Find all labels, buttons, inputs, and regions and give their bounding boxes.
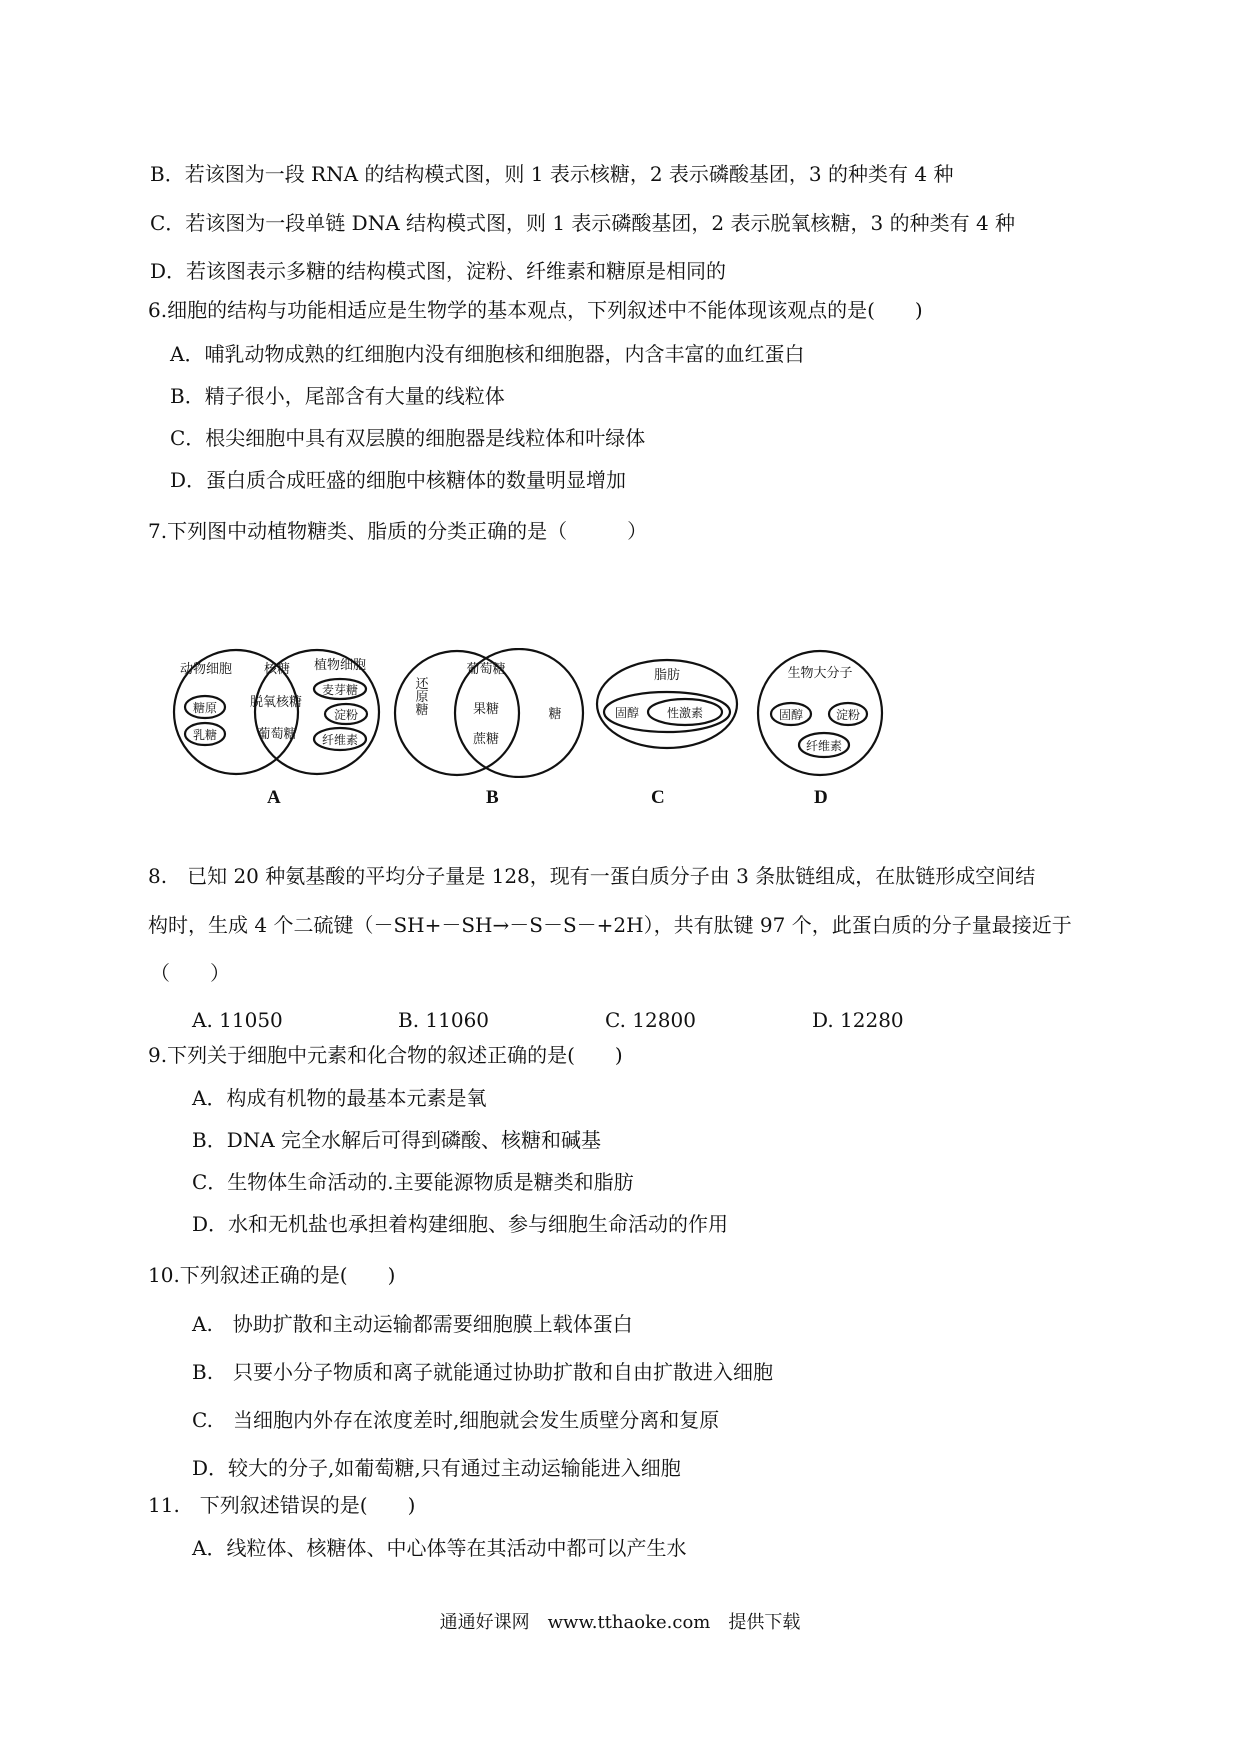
diagram-a-right-item-1: 麦芽糖 bbox=[321, 683, 359, 697]
q9-option-b: B．DNA 完全水解后可得到磷酸、核糖和碱基 bbox=[192, 1128, 602, 1152]
q5-option-d: D．若该图表示多糖的结构模式图，淀粉、纤维素和糖原是相同的 bbox=[150, 259, 727, 283]
diagram-d-label: D bbox=[814, 787, 828, 808]
diagram-c-inner: 性激素 bbox=[666, 706, 704, 720]
diagram-c bbox=[595, 655, 745, 755]
diagram-a-middle-item-2: 脱氧核糖 bbox=[249, 695, 303, 710]
q10-option-b: B. 只要小分子物质和离子就能通过协助扩散和自由扩散进入细胞 bbox=[192, 1360, 774, 1384]
footer-watermark: 通通好课网 www.tthaoke.com 提供下载 bbox=[439, 1612, 801, 1633]
diagram-a-middle-item-3: 葡萄糖 bbox=[257, 727, 297, 742]
q11-stem: 11. 下列叙述错误的是( ) bbox=[148, 1493, 416, 1517]
diagram-a-right-item-3: 纤维素 bbox=[321, 733, 359, 747]
diagram-b-middle-item-1: 葡萄糖 bbox=[466, 662, 506, 677]
diagram-d-outer: 生物大分子 bbox=[787, 666, 853, 681]
diagram-d-item-3: 纤维素 bbox=[805, 739, 843, 753]
q9-stem: 9.下列关于细胞中元素和化合物的叙述正确的是( ) bbox=[148, 1043, 623, 1067]
diagram-a-left-title: 动物细胞 bbox=[180, 662, 233, 677]
q8-option-b: B. 11060 bbox=[398, 1008, 490, 1032]
diagram-d-item-1: 固醇 bbox=[778, 708, 804, 722]
q6-option-c: C．根尖细胞中具有双层膜的细胞器是线粒体和叶绿体 bbox=[170, 426, 646, 450]
diagram-c-middle: 固醇 bbox=[614, 706, 640, 720]
q10-stem: 10.下列叙述正确的是( ) bbox=[148, 1263, 396, 1287]
q6-option-b: B．精子很小，尾部含有大量的线粒体 bbox=[170, 384, 505, 408]
diagram-d bbox=[750, 648, 890, 778]
diagram-c-outer: 脂肪 bbox=[653, 668, 681, 683]
diagram-d-item-2: 淀粉 bbox=[835, 708, 861, 722]
q5-option-b: B．若该图为一段 RNA 的结构模式图，则 1 表示核糖，2 表示磷酸基团，3 的种类有 4 种 bbox=[150, 162, 954, 186]
diagram-c-label: C bbox=[651, 787, 665, 808]
q8-line-3: （ ） bbox=[150, 961, 230, 985]
q10-option-c: C. 当细胞内外存在浓度差时,细胞就会发生质壁分离和复原 bbox=[192, 1408, 720, 1432]
diagram-b-middle-item-3: 蔗糖 bbox=[472, 732, 500, 747]
diagram-a-left-item-1: 糖原 bbox=[192, 701, 218, 715]
diagram-b-middle-item-2: 果糖 bbox=[472, 702, 500, 717]
diagram-a-right-title: 植物细胞 bbox=[313, 658, 367, 673]
q6-option-a: A．哺乳动物成熟的红细胞内没有细胞核和细胞器，内含丰富的血红蛋白 bbox=[170, 342, 805, 366]
diagram-a bbox=[168, 648, 388, 778]
diagram-b-left-title: 还原糖 bbox=[412, 676, 428, 716]
q10-option-d: D．较大的分子,如葡萄糖,只有通过主动运输能进入细胞 bbox=[192, 1456, 681, 1480]
q7-stem: 7.下列图中动植物糖类、脂质的分类正确的是（ ） bbox=[148, 519, 648, 543]
diagram-a-left-item-2: 乳糖 bbox=[192, 728, 218, 742]
diagram-a-right-item-2: 淀粉 bbox=[333, 708, 359, 722]
diagram-b-right-title: 糖 bbox=[548, 707, 562, 722]
q8-option-a: A. 11050 bbox=[192, 1008, 283, 1032]
q8-line-1: 8. 已知 20 种氨基酸的平均分子量是 128，现有一蛋白质分子由 3 条肽链组成，在肽链形成空间结 bbox=[148, 864, 1036, 888]
diagram-b bbox=[393, 648, 587, 778]
q8-option-c: C. 12800 bbox=[605, 1008, 696, 1032]
q6-stem: 6.细胞的结构与功能相适应是生物学的基本观点，下列叙述中不能体现该观点的是( ) bbox=[148, 298, 923, 322]
q9-option-a: A．构成有机物的最基本元素是氧 bbox=[192, 1086, 487, 1110]
q5-option-c: C．若该图为一段单链 DNA 结构模式图，则 1 表示磷酸基团，2 表示脱氧核糖，3 的种类有 4 种 bbox=[150, 211, 1016, 235]
q9-option-c: C．生物体生命活动的.主要能源物质是糖类和脂肪 bbox=[192, 1170, 634, 1194]
q8-option-d: D. 12280 bbox=[812, 1008, 904, 1032]
diagram-a-middle-item-1: 核糖 bbox=[263, 662, 291, 677]
q9-option-d: D．水和无机盐也承担着构建细胞、参与细胞生命活动的作用 bbox=[192, 1212, 729, 1236]
q11-option-a: A．线粒体、核糖体、中心体等在其活动中都可以产生水 bbox=[192, 1536, 687, 1560]
diagram-a-label: A bbox=[267, 787, 281, 808]
q8-line-2: 构时，生成 4 个二硫键（－SH+－SH→－S－S－+2H），共有肽键 97 个，此蛋白质的分子量最接近于 bbox=[148, 913, 1072, 937]
q10-option-a: A. 协助扩散和主动运输都需要细胞膜上载体蛋白 bbox=[192, 1312, 633, 1336]
diagram-b-label: B bbox=[486, 787, 499, 808]
q6-option-d: D．蛋白质合成旺盛的细胞中核糖体的数量明显增加 bbox=[170, 468, 627, 492]
